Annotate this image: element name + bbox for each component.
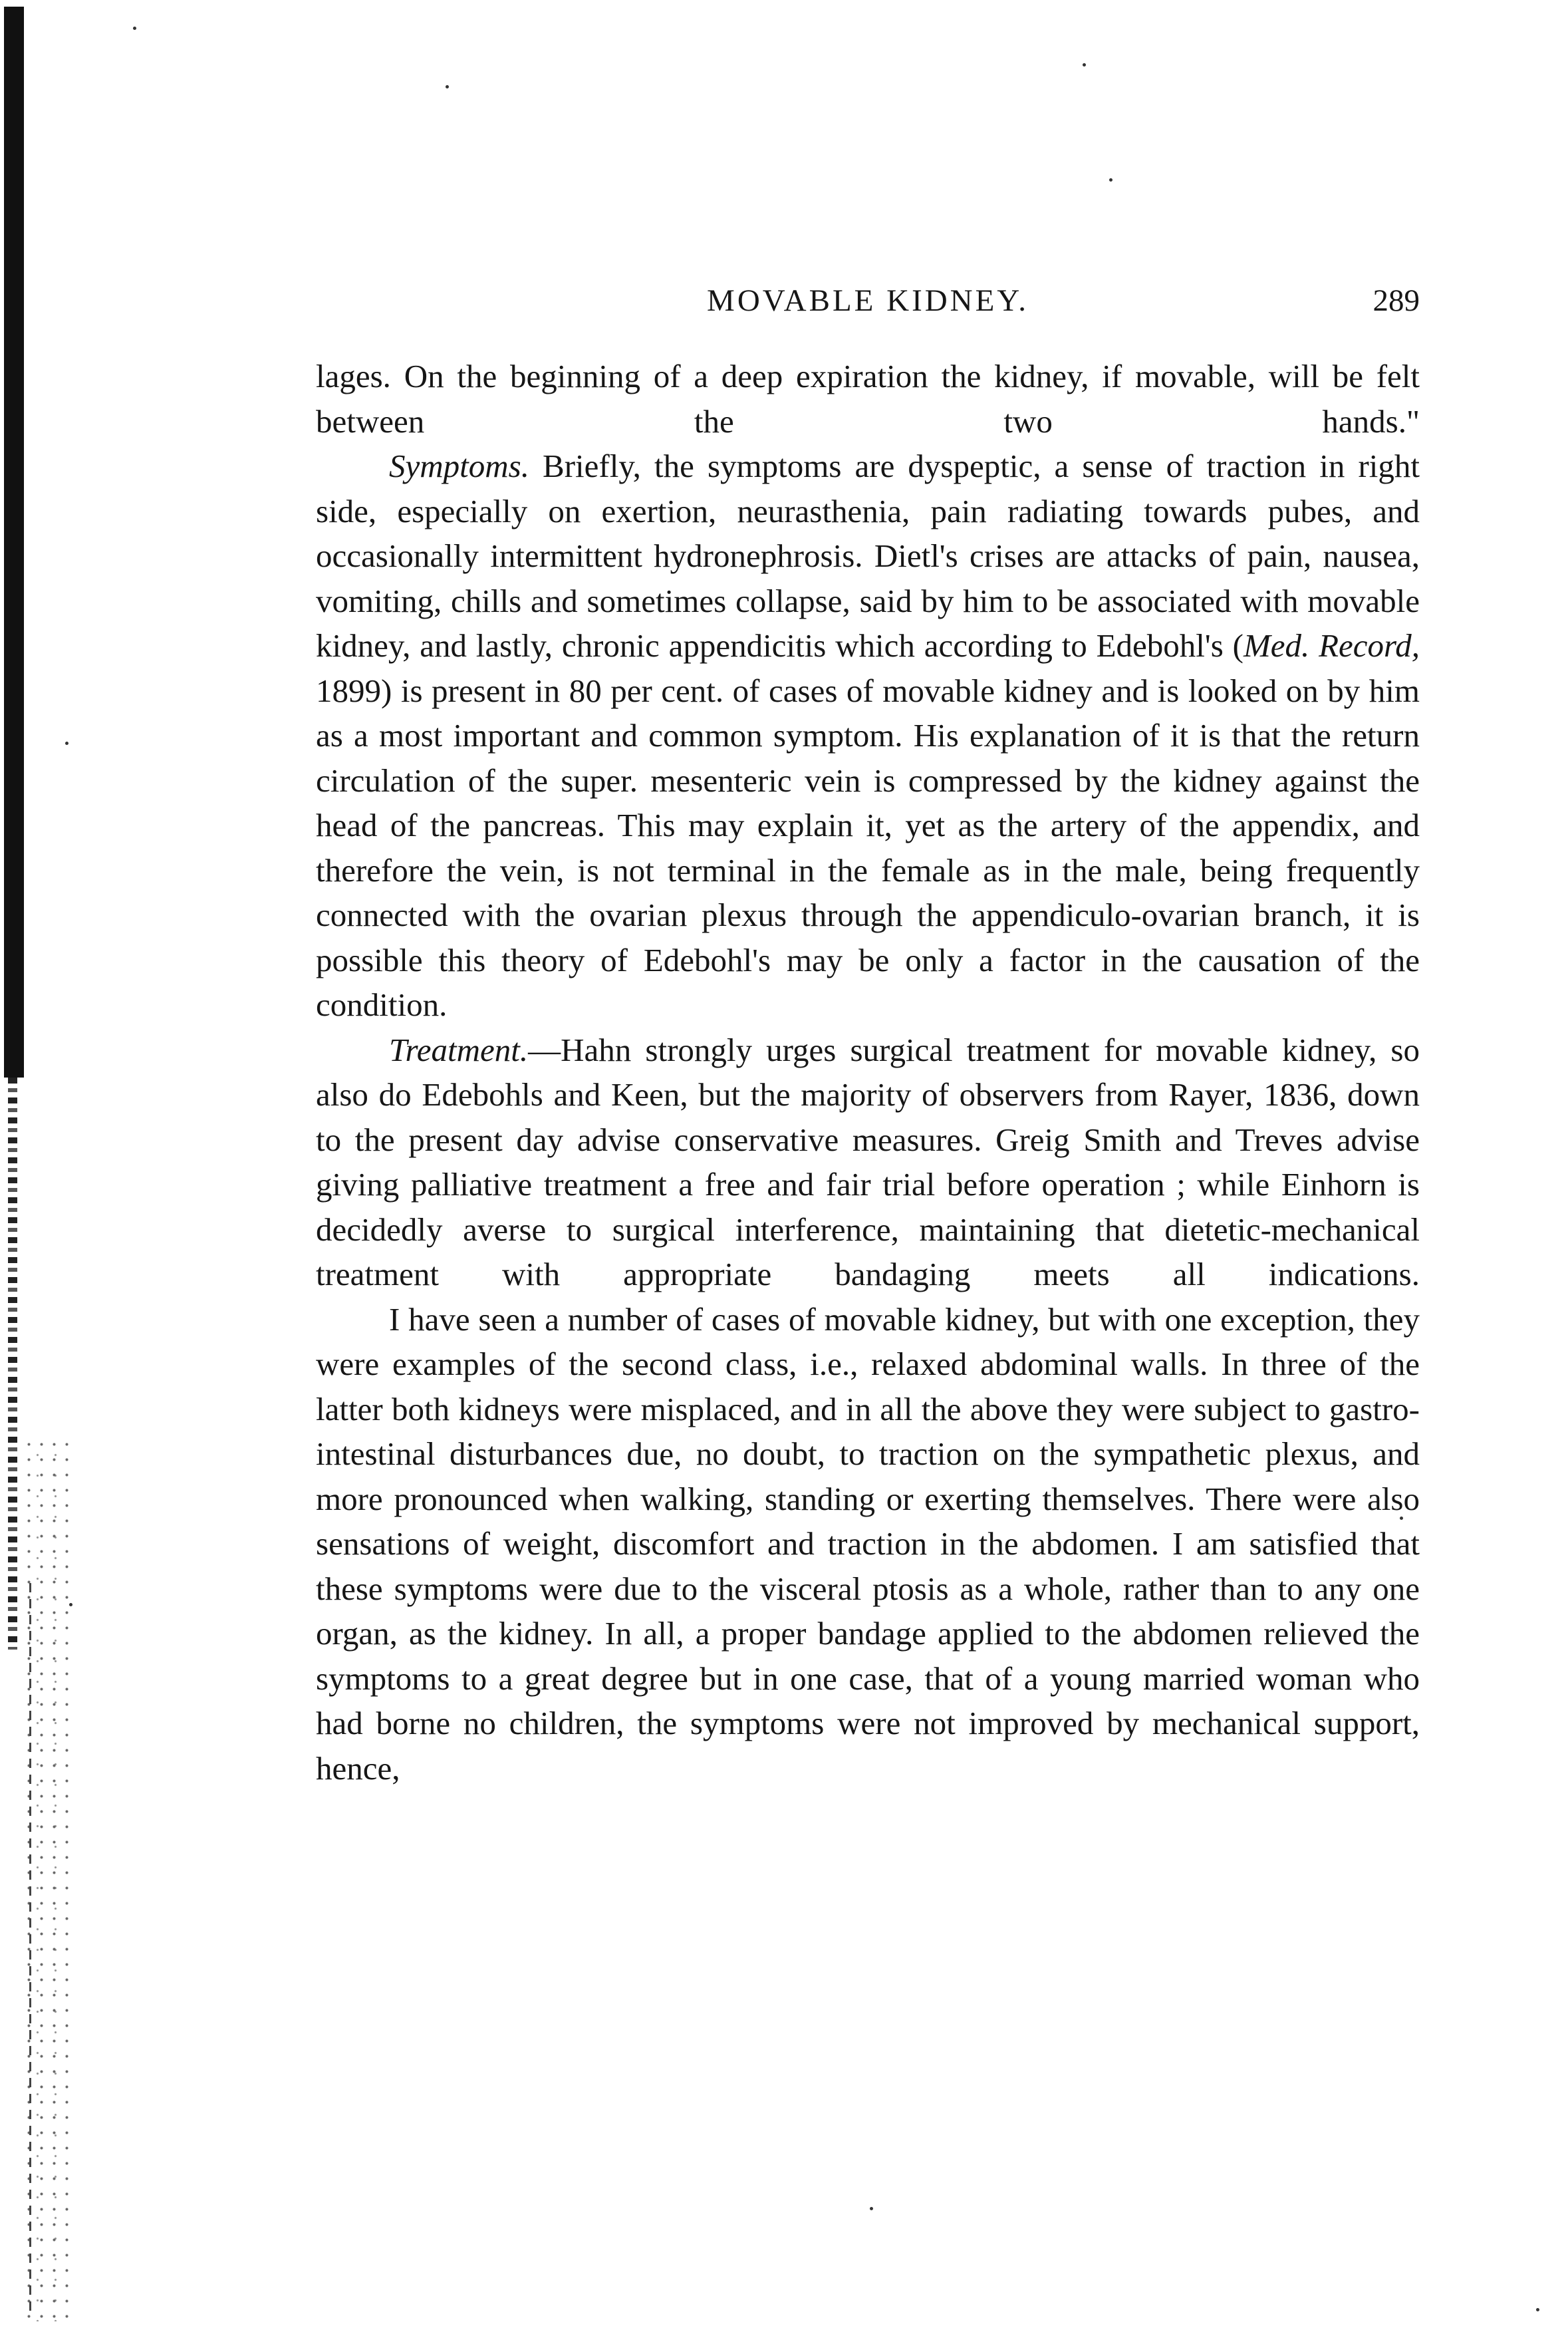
scan-speck [1536,2308,1539,2311]
section-lead-symptoms: Symptoms. [389,448,529,484]
scan-speck [870,2207,873,2210]
paragraph-treatment [316,1028,1420,1297]
scan-speck [1083,63,1086,67]
paragraph-symptoms [316,444,1420,1028]
paragraph-text-continued: 1899) is present in 80 per cent. of cases of movable kidney and is looked on by him as a most important and common symptom. His explanation of it is that the return circulation of the super. mesenteric vein is compressed by the kidney against the head of the pancreas. This may explain it, yet as the artery of the appendix, and therefore the vein, is not terminal in the female as in the male, being frequently connected with the ovarian plexus through the appendiculo-ovarian branch, it is possible this theory of Edebohl's may be only a factor in the causation of the condition. [316,672,1420,1023]
citation: Med. Record, [1243,627,1420,664]
scan-line [29,1583,31,2315]
body-text [316,354,1420,1791]
paragraph-text: Briefly, the symptoms are dyspeptic, a sense of traction in right side, especially on exertion, neurasthenia, pain radiating towards pubes, and occasionally intermittent hydronephrosis. Dietl's crises are attacks of pain, nausea, vomiting, chills and sometimes collapse, said by him to be associated with movable kidney, and lastly, chronic appendicitis which according to Edebohl's ( [316,448,1420,664]
section-lead-treatment: Treatment. [389,1031,529,1068]
scan-speck [65,742,68,745]
binding-shadow [4,7,24,1078]
page-header [316,269,1420,323]
binding-edge [8,1078,17,1650]
scan-speck [446,85,449,88]
paragraph-text: lages. On the beginning of a deep expiration the kidney, if movable, will be felt between the two hands." [316,358,1420,440]
page-number: 289 [1372,283,1420,318]
scan-speck [133,27,136,30]
scan-speck [69,1603,72,1606]
scan-speck [1109,178,1112,182]
paragraph-observations [316,1297,1420,1791]
paragraph-text: I have seen a number of cases of movable kidney, but with one exception, they were examples of the second class, i.e., relaxed abdominal walls. In three of the latter both kidneys were misplaced, and in all the above they were subject to gastro-intestinal disturbances due, no doubt, to traction on the sympathetic plexus, and more pronounced when walking, standing or exerting themselves. There were also sensations of weight, discomfort and traction in the abdomen. I am satisfied that these symptoms were due to the visceral ptosis as a whole, rather than to any one organ, as the kidney. In all, a proper bandage applied to the abdomen relieved the symptoms to a great degree but in one case, that of a young married woman who had borne no children, the symptoms were not improved by mechanical support, hence, [316,1300,1420,1787]
paragraph-text: —Hahn strongly urges surgical treatment for movable kidney, so also do Edebohls and Keen, but the majority of observers from Rayer, 1836, down to the present day advise conservative measures. Greig Smith and Treves advise giving palliative treatment a free and fair trial before operation ; while Einhorn is decidedly averse to surgical interference, maintaining that dietetic-mechanical treatment with appropriate bandaging meets all indications. [316,1031,1420,1292]
paragraph-continued-quote [316,354,1420,444]
running-head: MOVABLE KIDNEY. [707,283,1029,318]
